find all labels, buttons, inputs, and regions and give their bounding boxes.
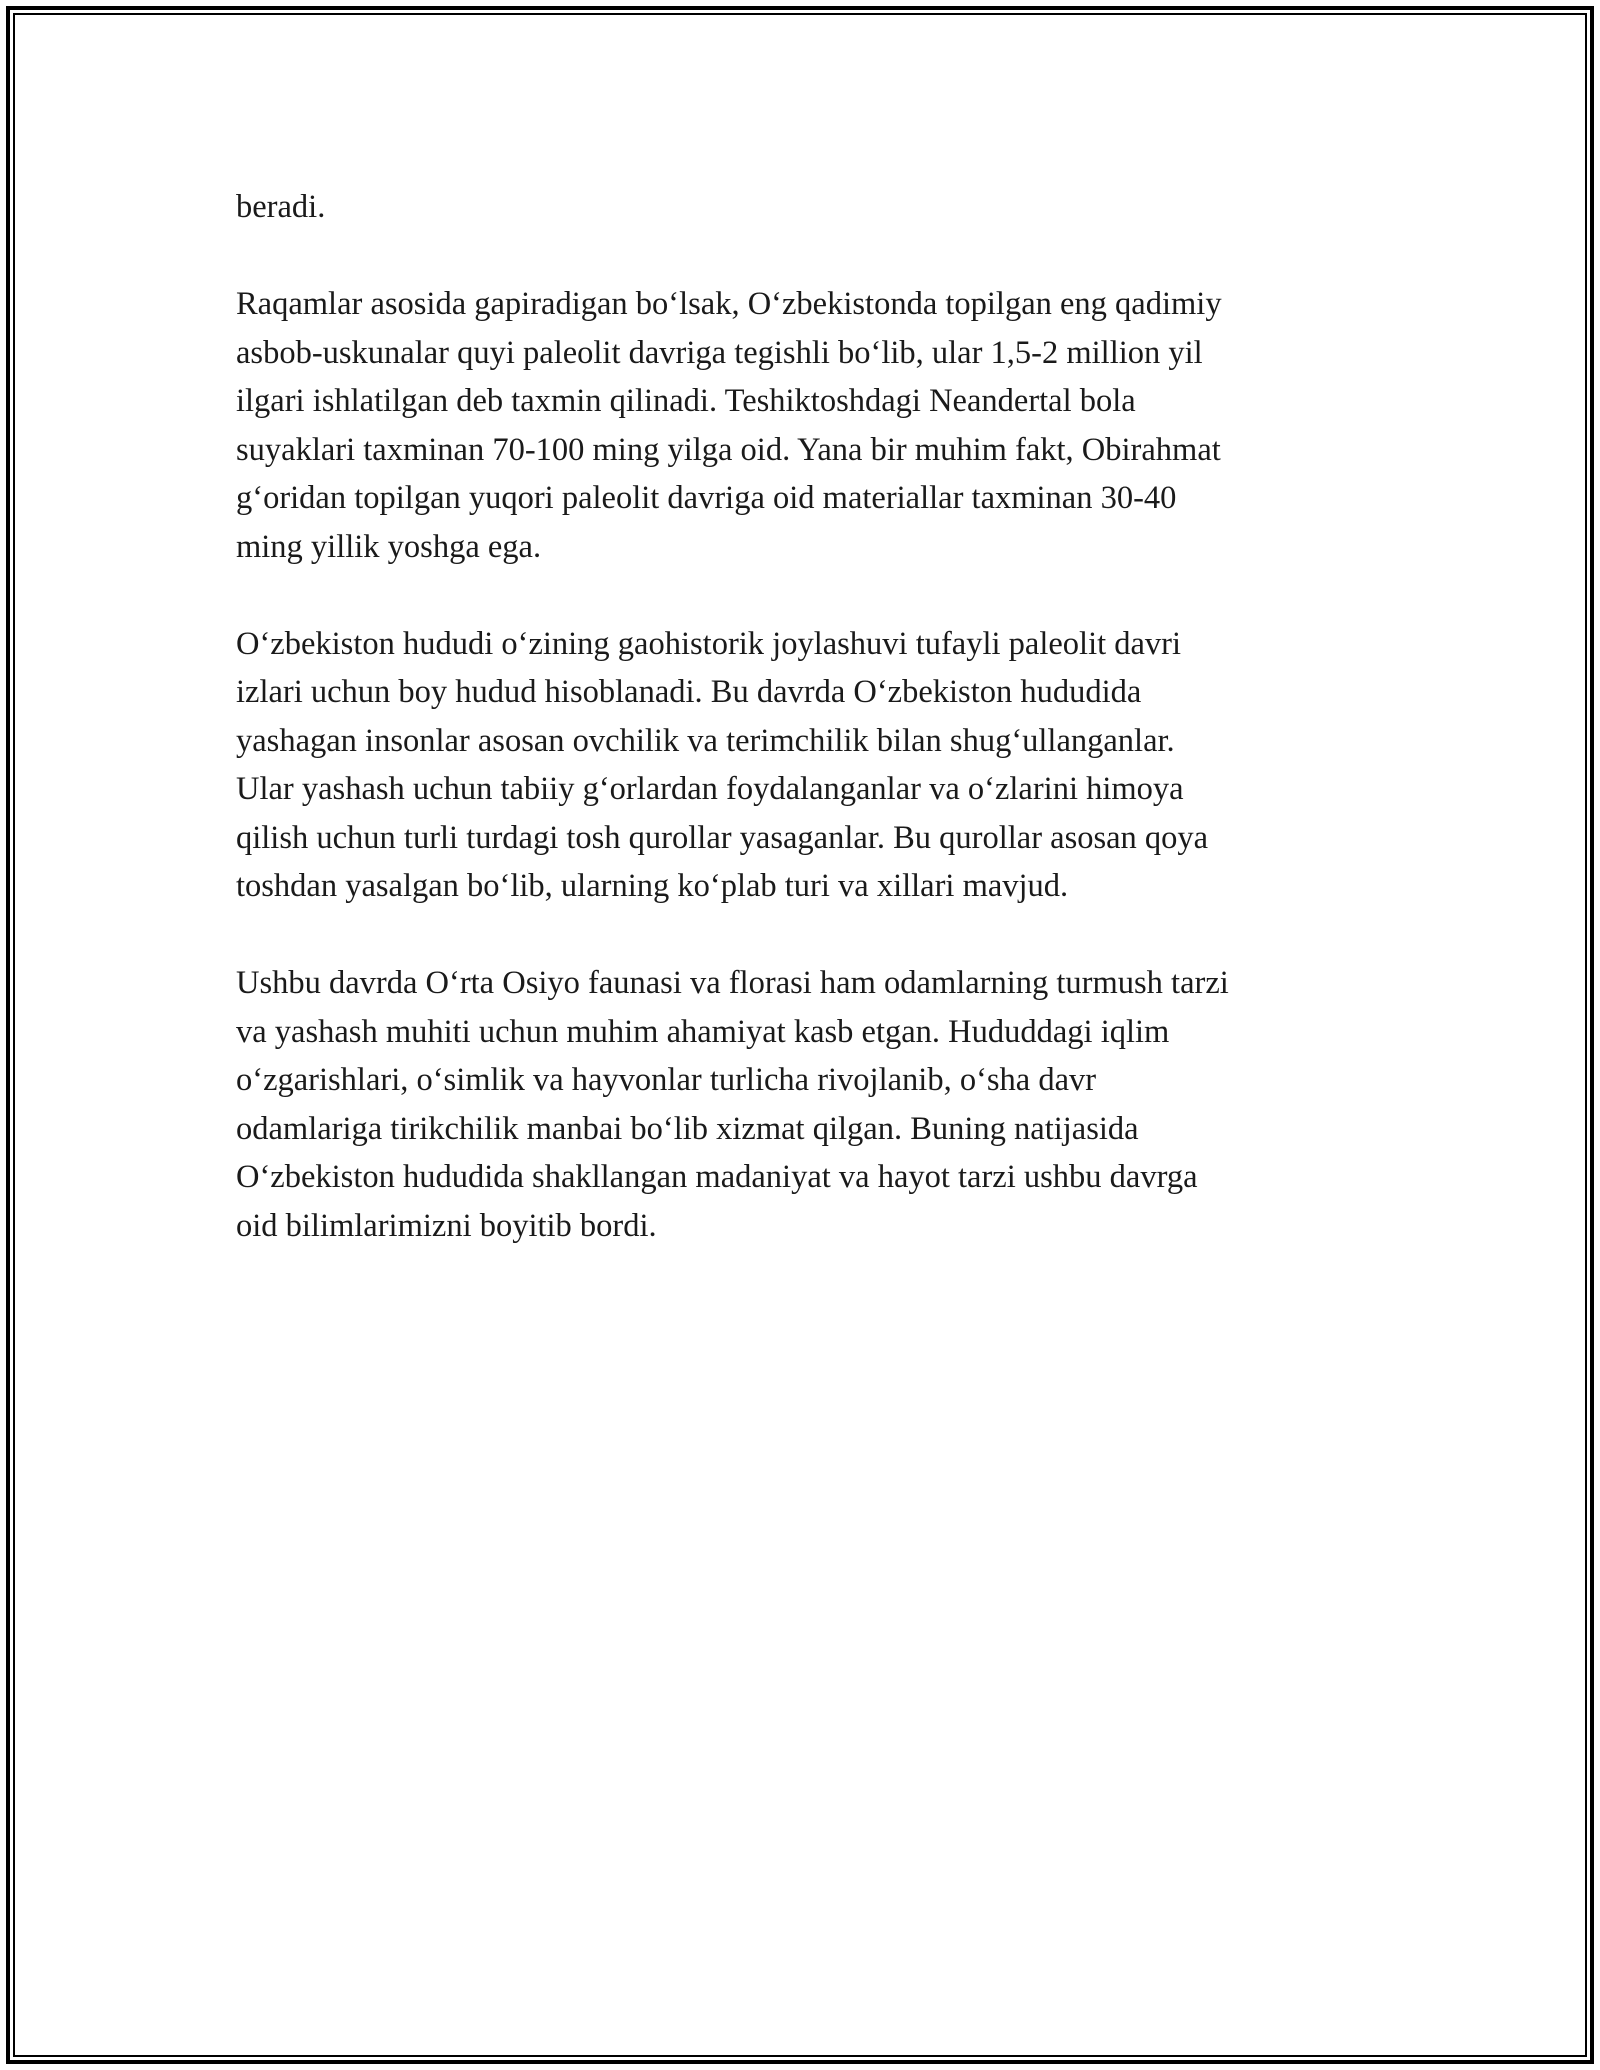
text-line: Raqamlar asosida gapiradigan bo‘lsak, O‘zbekistonda topilgan eng qadimiy bbox=[236, 286, 1222, 322]
text-line: ilgari ishlatilgan deb taxmin qilinadi. Teshiktoshdagi Neandertal bola bbox=[236, 383, 1136, 419]
text-line: yashagan insonlar asosan ovchilik va terimchilik bilan shug‘ullanganlar. bbox=[236, 722, 1175, 759]
text-line: izlari uchun boy hudud hisoblanadi. Bu davrda O‘zbekiston hududida bbox=[236, 674, 1142, 710]
text-line: toshdan yasalgan bo‘lib, ularning ko‘plab turi va xillari mavjud. bbox=[236, 868, 1069, 904]
text-line: ming yillik yoshga ega. bbox=[236, 528, 542, 565]
text-line: Ushbu davrda O‘rta Osiyo faunasi va florasi ham odamlarning turmush tarzi bbox=[236, 965, 1229, 1001]
text-line: O‘zbekiston hududida shakllangan madaniyat va hayot tarzi ushbu davrga bbox=[236, 1159, 1198, 1195]
text-line: O‘zbekiston hududi o‘zining gaohistorik joylashuvi tufayli paleolit davri bbox=[236, 625, 1182, 662]
document-body bbox=[236, 183, 1376, 1299]
text-line: suyaklari taxminan 70-100 ming yilga oid. Yana bir muhim fakt, Obirahmat bbox=[236, 431, 1221, 468]
text-line: beradi. bbox=[236, 189, 326, 225]
text-line: asbob-uskunalar quyi paleolit davriga tegishli bo‘lib, ular 1,5-2 million yil bbox=[236, 334, 1203, 371]
text-line: Ular yashash uchun tabiiy g‘orlardan foydalanganlar va o‘zlarini himoya bbox=[236, 771, 1184, 807]
paragraph-1 bbox=[236, 183, 1376, 232]
text-line: g‘oridan topilgan yuqori paleolit davriga oid materiallar taxminan 30-40 bbox=[236, 480, 1177, 516]
text-line: o‘zgarishlari, o‘simlik va hayvonlar turlicha rivojlanib, o‘sha davr bbox=[236, 1062, 1097, 1098]
paragraph-4 bbox=[236, 959, 1376, 1250]
text-line: qilish uchun turli turdagi tosh qurollar yasaganlar. Bu qurollar asosan qoya bbox=[236, 819, 1209, 856]
paragraph-3 bbox=[236, 620, 1376, 911]
text-line: va yashash muhiti uchun muhim ahamiyat kasb etgan. Hududdagi iqlim bbox=[236, 1013, 1170, 1050]
paragraph-2 bbox=[236, 280, 1376, 571]
text-line: oid bilimlarimizni boyitib bordi. bbox=[236, 1207, 657, 1244]
text-line: odamlariga tirikchilik manbai bo‘lib xizmat qilgan. Buning natijasida bbox=[236, 1110, 1139, 1147]
